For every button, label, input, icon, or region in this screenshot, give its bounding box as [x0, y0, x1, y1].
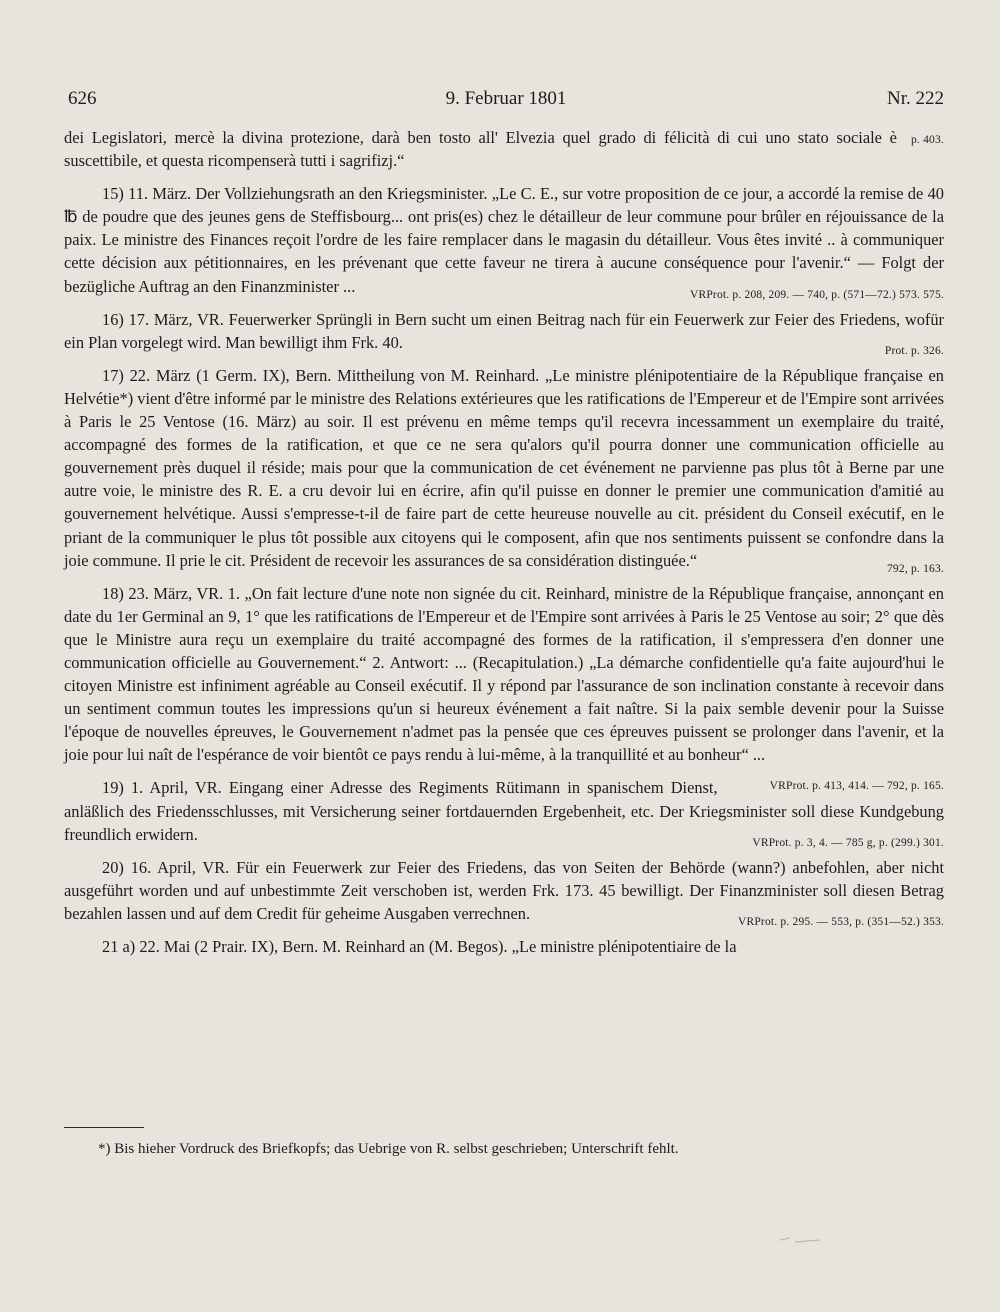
paragraph-text: dei Legislatori, mercè la divina protezione, darà ben tosto all' Elvezia quel grado di félicità di cui uno stato sociale è suscettibile, et questa ricompenserà tutti i sagrifizj.“ [64, 128, 897, 171]
entry-16 [64, 308, 944, 357]
paragraph-text: 19) 1. April, VR. Eingang einer Adresse des Regiments Rütimann in spanischem Dienst, anläßlich des Friedensschlusses, mit Versicherung seiner fortdauernden Ergebenheit, etc. Der Kriegsminister soll diese Kundgebung freundlich erwidern. [64, 778, 944, 844]
entry-20 [64, 856, 944, 928]
page-header [68, 88, 944, 118]
footnote: *) Bis hieher Vordruck des Briefkopfs; das Uebrige von R. selbst geschrieben; Unterschrift fehlt. [98, 1141, 679, 1157]
source-reference: Prot. p. 326. [884, 344, 944, 357]
entry-17 [64, 364, 944, 575]
source-reference: VRProt. p. 295. — 553, p. (351—52.) 353. [737, 915, 944, 928]
document-body [64, 126, 944, 968]
paragraph-text: 15) 11. März. Der Vollziehungsrath an den Kriegsminister. „Le C. E., sur votre proposition de ce jour, a accordé la remise de 40 ℔ de poudre que des jeunes gens de Steffisbourg... ont pris(es) chez le détailleur de leur commune pour brûler en réjouissance de la paix. Le ministre des Finances reçoit l'ordre de les faire remplacer dans le magasin du détailleur. Vous êtes invité .. à communiquer cette décision aux pétitionnaires, en les prévenant que cette faveur ne tirera à aucune conséquence pour l'avenir.“ — Folgt der bezügliche Auftrag an den Finanzminister ... [64, 184, 944, 296]
header-date: 9. Februar 1801 [445, 88, 567, 109]
paragraph-continuation [64, 126, 944, 172]
paragraph-text: 17) 22. März (1 Germ. IX), Bern. Mittheilung von M. Reinhard. „Le ministre plénipotentiaire de la République française en Helvétie*) vient d'être informé par le ministre des Relations extérieures que les ratifications de l'Empereur et de l'Empire sont arrivées à Paris le 25 Ventose (16. März) au soir. Il est prévenu en même temps qu'il recevra incessamment un exemplaire du traité, accompagné des formes de la ratification, et que ce ne sera qu'alors qu'il pourra donner une communication officielle au gouvernement près duquel il réside; mais pour que la communication de cet événement ne parvienne pas plus tôt à Berne par une autre voie, le ministre des R. E. a cru devoir lui en écrire, afin qu'il puisse en donner le premier une communication d'amitié au gouvernement helvétique. Aussi s'empresse-t-il de faire part de cette heureuse nouvelle au cit. président du Conseil exécutif, en le priant de la communiquer le plus tôt possible aux citoyens qui le composent, afin que nos sentiments puissent se confondre dans la joie commune. Il prie le cit. Président de recevoir les assurances de sa considération distinguée.“ [64, 365, 944, 570]
document-number: Nr. 222 [887, 88, 944, 109]
entry-18 [64, 582, 944, 793]
source-reference: VRProt. p. 3, 4. — 785 g, p. (299.) 301. [752, 836, 944, 849]
entry-15 [64, 182, 944, 301]
paragraph-text: 20) 16. April, VR. Für ein Feuerwerk zur Feier des Friedens, das von Seiten der Behörde (wann?) anbefohlen, aber nicht ausgeführt worden und auf unbestimmte Zeit verschoben ist, werden Frk. 173. 45 bewilligt. Der Finanzminister soll diesen Betrag bezahlen lassen und auf dem Credit für geheime Ausgaben verrechnen. [64, 857, 944, 923]
footnote-divider [64, 1127, 144, 1128]
page-number: 626 [68, 88, 97, 109]
source-reference: VRProt. p. 413, 414. — 792, p. 165. [769, 780, 944, 793]
paragraph-text: 21 a) 22. Mai (2 Prair. IX), Bern. M. Reinhard an (M. Begos). „Le ministre plénipotentiaire de la [102, 937, 737, 956]
source-reference: VRProt. p. 208, 209. — 740, p. (571—72.) 573. 575. [689, 288, 944, 301]
entry-21a [64, 935, 944, 958]
source-reference: 792, p. 163. [886, 562, 944, 575]
source-reference: p. 403. [910, 134, 944, 146]
paragraph-text: 16) 17. März, VR. Feuerwerker Sprüngli in Bern sucht um einen Beitrag nach für ein Feuerwerk zur Feier des Friedens, wofür ein Plan vorgelegt wird. Man bewilligt ihm Frk. 40. [64, 309, 944, 352]
paragraph-text: 18) 23. März, VR. 1. „On fait lecture d'une note non signée du cit. Reinhard, ministre de la République française, annonçant en date du 1er Germinal an 9, 1° que les ratifications de l'Empereur et de l'Empire sont arrivées à Paris le 25 Ventose au soir; 2° que dès que le Ministre aura reçu un exemplaire du traité accompagné des formes de la ratification, il s'empressera d'en donner une communication officielle au Gouvernement.“ 2. Antwort: ... (Recapitulation.) „La démarche confidentielle qu'a faite aujourd'hui le citoyen Ministre est infiniment agréable au Conseil exécutif. Il y répond par l'assurance de son inclination constante à recevoir dans un sentiment commun toutes les impressions qu'un si heureux événement a fait naître. Si la paix semble devenir pour la Suisse l'époque de nouvelles épreuves, le Gouvernement n'admet pas la pensée que ces épreuves puissent se prolonger dans l'avenir, et la joie pour lui naît de l'espérance de voir bientôt ce pays rendu à lui-même, à la tranquillité et au bonheur“ ... [64, 583, 944, 765]
bleed-through-marks [590, 1200, 850, 1270]
